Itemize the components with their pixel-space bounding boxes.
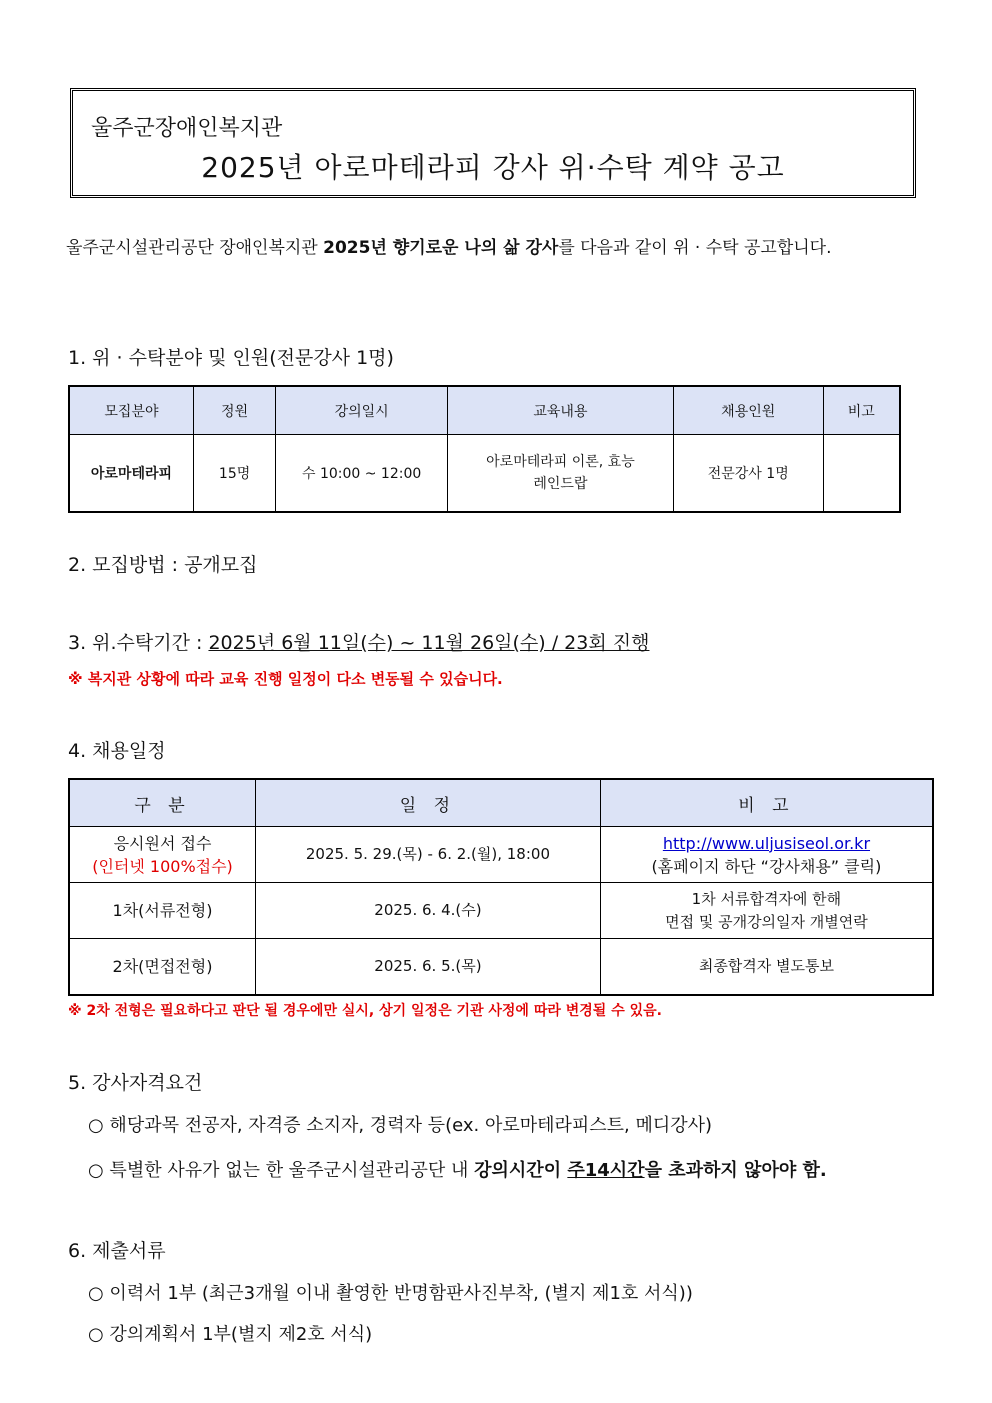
- page-title: 2025년 아로마테라피 강사 위·수탁 계약 공고: [201, 151, 785, 184]
- schedule-table: [68, 778, 934, 996]
- section3-heading: [68, 628, 649, 655]
- cell-remark: [823, 435, 900, 513]
- section1-heading: 1. 위 · 수탁분야 및 인원(전문강사 1명): [68, 347, 394, 369]
- intro-text-1: 울주군시설관리공단 장애인복지관: [66, 238, 324, 258]
- document-item: ○ 이력서 1부 (최근3개월 이내 촬영한 반명함판사진부착, (별지 제1호 서식)): [88, 1283, 693, 1304]
- col-header: 정원: [193, 386, 275, 435]
- remark-line2: (홈페이지 하단 “강사채용” 클릭): [651, 856, 882, 876]
- col-header: 비고: [823, 386, 900, 435]
- cell-capacity: 15명: [193, 435, 275, 513]
- title-box: [70, 88, 916, 198]
- intro-paragraph: [66, 232, 918, 265]
- cell-schedule: 수 10:00 ~ 12:00: [276, 435, 448, 513]
- recruit-table: [68, 385, 901, 513]
- table-row: [69, 883, 933, 939]
- section6-heading: 6. 제출서류: [68, 1240, 166, 1262]
- table-row: [69, 939, 933, 996]
- item2-bold: 강의시간이: [474, 1160, 568, 1181]
- homepage-link[interactable]: http://www.uljusiseol.or.kr: [662, 833, 871, 853]
- cell-type: [69, 827, 256, 883]
- type-line2: (인터넷 100%접수): [92, 856, 233, 876]
- intro-text-bold: 2025년 향기로운 나의 삶 강사: [323, 238, 559, 258]
- col-header: 일 정: [256, 779, 601, 827]
- content-line2: 레인드랍: [533, 476, 588, 492]
- intro-text-2: 를 다음과 같이 위 · 수탁 공고합니다.: [558, 238, 832, 258]
- document-item: ○ 강의계획서 1부(별지 제2호 서식): [88, 1324, 373, 1345]
- remark-line1: 1차 서류합격자에 한해: [691, 889, 842, 908]
- section4-heading: 4. 채용일정: [68, 740, 166, 762]
- cell-date: 2025. 5. 29.(목) - 6. 2.(월), 18:00: [256, 827, 601, 883]
- section3-label: 3. 위.수탁기간 :: [68, 632, 209, 654]
- item2-underline: 주14시간: [567, 1160, 645, 1181]
- cell-type: 2차(면접전형): [69, 939, 256, 996]
- remark-line2: 면접 및 공개강의일자 개별연락: [665, 912, 868, 931]
- section3-note: ※ 복지관 상황에 따라 교육 진행 일정이 다소 변동될 수 있습니다.: [68, 670, 503, 688]
- section5-heading: 5. 강사자격요건: [68, 1072, 203, 1094]
- recruit-table-header: [69, 386, 900, 435]
- cell-remark: [600, 883, 933, 939]
- qualification-item: [88, 1156, 827, 1182]
- col-header: 모집분야: [69, 386, 193, 435]
- contract-period: 2025년 6월 11일(수) ~ 11월 26일(수) / 23회 진행: [208, 632, 650, 654]
- cell-field: 아로마테라피: [69, 435, 193, 513]
- type-line1: 응시원서 접수: [113, 833, 212, 853]
- organization-name: 울주군장애인복지관: [91, 116, 283, 141]
- qualification-item: ○ 해당과목 전공자, 자격증 소지자, 경력자 등(ex. 아로마테라피스트, 메디강사): [88, 1115, 713, 1136]
- col-header: 교육내용: [447, 386, 673, 435]
- col-header: 강의일시: [276, 386, 448, 435]
- cell-date: 2025. 6. 4.(수): [256, 883, 601, 939]
- cell-date: 2025. 6. 5.(목): [256, 939, 601, 996]
- item2-bold-end: 을 초과하지 않아야 함.: [644, 1160, 827, 1181]
- col-header: 비 고: [600, 779, 933, 827]
- col-header: 구 분: [69, 779, 256, 827]
- cell-content: [447, 435, 673, 513]
- cell-remark: [600, 827, 933, 883]
- table-row: [69, 435, 900, 513]
- schedule-table-header: [69, 779, 933, 827]
- item2-text: ○ 특별한 사유가 없는 한 울주군시설관리공단 내: [88, 1160, 475, 1181]
- section2-heading: 2. 모집방법 : 공개모집: [68, 554, 258, 576]
- section4-note: ※ 2차 전형은 필요하다고 판단 될 경우에만 실시, 상기 일정은 기관 사정에 따라 변경될 수 있음.: [68, 1003, 662, 1019]
- cell-remark: 최종합격자 별도통보: [600, 939, 933, 996]
- cell-hires: 전문강사 1명: [673, 435, 823, 513]
- cell-type: 1차(서류전형): [69, 883, 256, 939]
- content-line1: 아로마테라피 이론, 효능: [486, 454, 635, 470]
- col-header: 채용인원: [673, 386, 823, 435]
- table-row: [69, 827, 933, 883]
